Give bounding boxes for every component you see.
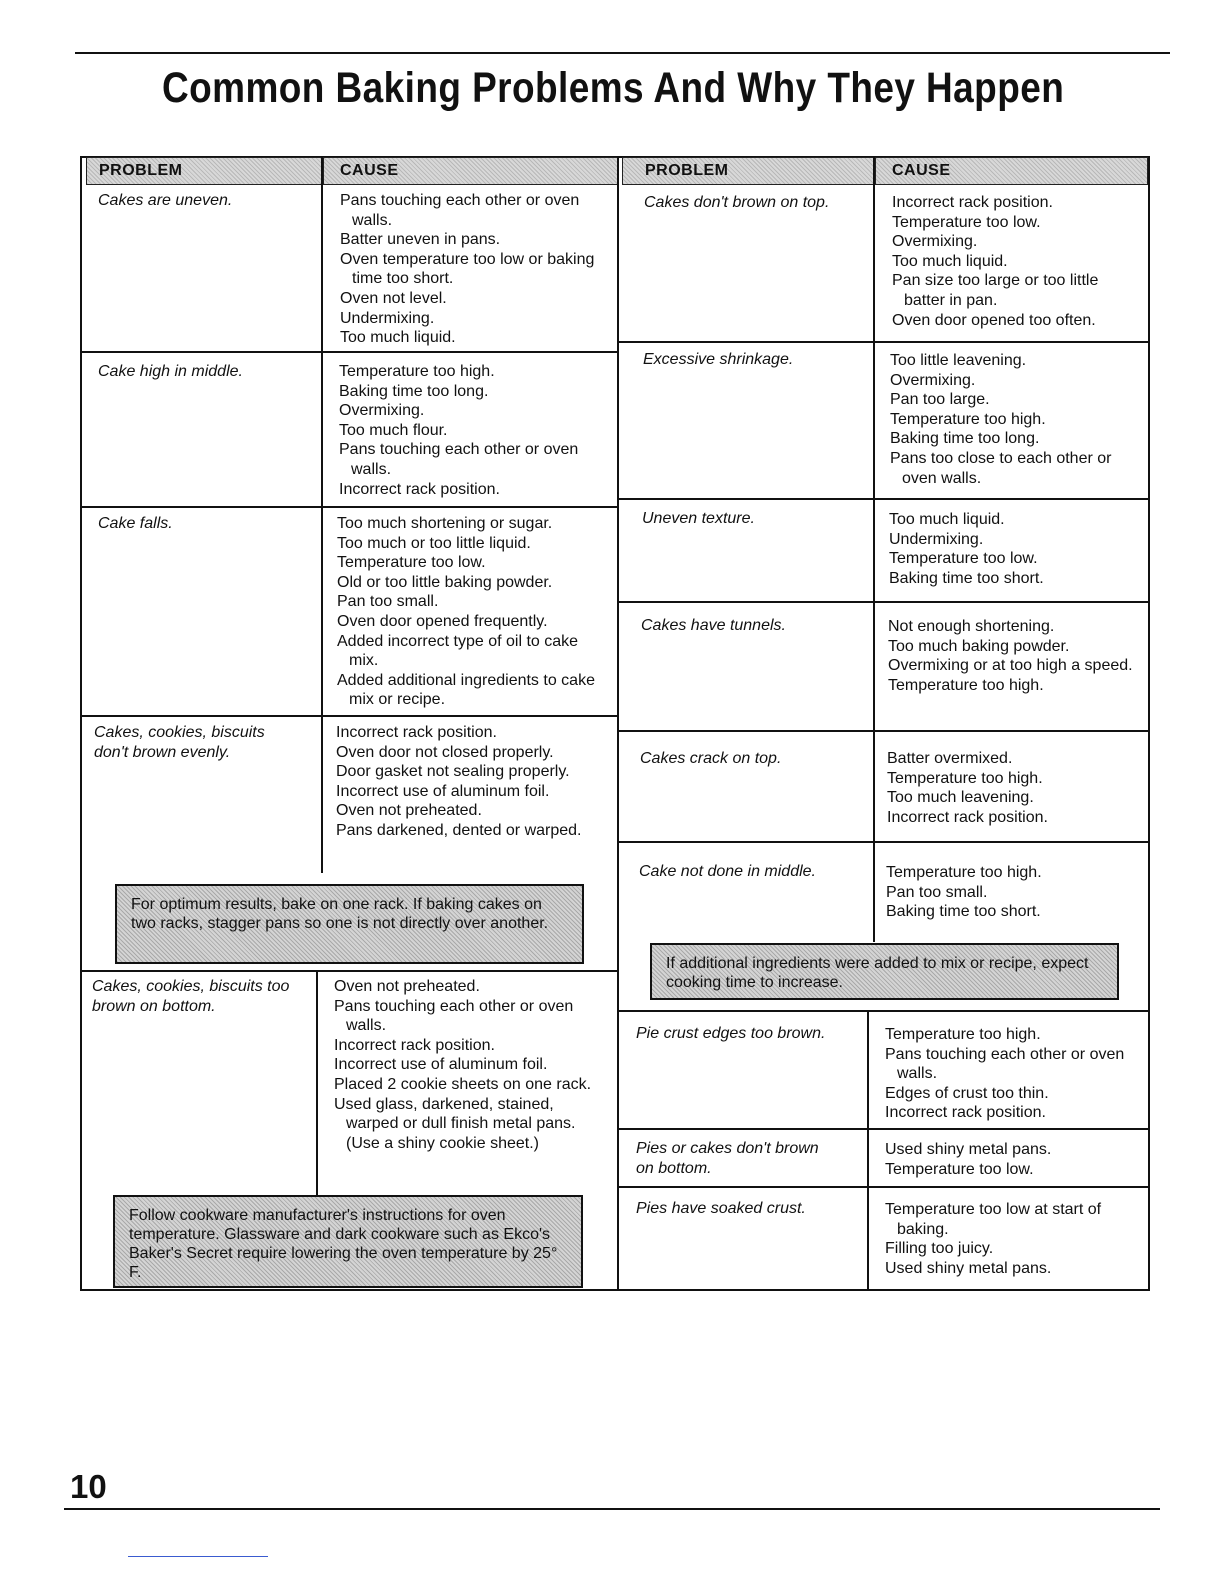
cause-cell	[889, 510, 1141, 588]
problem-text: Pie crust edges too brown.	[636, 1025, 826, 1042]
right-column-divider-lower	[867, 1012, 869, 1290]
cause-item: Oven door opened too often.	[892, 311, 1096, 329]
problem-text: on bottom.	[636, 1159, 712, 1177]
problem-cell	[98, 191, 313, 211]
problem-text: Pies have soaked crust.	[636, 1200, 806, 1217]
cause-item: Incorrect rack position.	[336, 724, 497, 741]
cause-item: Batter uneven in pans.	[340, 231, 501, 249]
cause-item: Oven temperature too low or baking time too short.	[340, 250, 595, 288]
cause-item: Overmixing.	[339, 402, 425, 420]
cause-cell	[340, 191, 610, 348]
problem-text: Pies or cakes don't brown	[636, 1140, 819, 1157]
cause-item: Temperature too high.	[885, 1026, 1041, 1043]
row-rule	[619, 341, 1148, 343]
note-optimum-results: For optimum results, bake on one rack. If baking cakes on two racks, stagger pans so one is not directly over another.	[115, 884, 584, 964]
cause-item: Oven door not closed properly.	[336, 743, 554, 761]
cause-cell	[885, 1140, 1137, 1179]
cause-item: Temperature too low.	[337, 554, 486, 572]
cause-item: Added incorrect type of oil to cake mix.	[337, 632, 579, 670]
row-rule	[619, 1128, 1148, 1130]
cause-item: Too much liquid.	[889, 511, 1005, 528]
problem-cell	[98, 362, 313, 382]
cause-item: Overmixing.	[890, 371, 976, 389]
note-additional-ingredients: If additional ingredients were added to mix or recipe, expect cooking time to increase.	[650, 943, 1119, 1000]
cause-cell	[339, 362, 609, 499]
row-rule	[619, 498, 1148, 500]
cause-cell	[337, 514, 609, 710]
cause-cell	[890, 351, 1142, 488]
cause-item: Baking time too short.	[889, 569, 1044, 587]
cause-item: Used shiny metal pans.	[885, 1141, 1052, 1158]
cause-item: Incorrect rack position.	[892, 194, 1053, 211]
top-rule	[75, 52, 1170, 54]
cause-item: Temperature too low.	[889, 550, 1038, 568]
cause-cell	[336, 723, 608, 841]
cause-item: Too much flour.	[339, 421, 448, 439]
problem-cell	[644, 193, 869, 213]
cause-item: Incorrect rack position.	[885, 1104, 1046, 1122]
bottom-rule	[64, 1508, 1160, 1510]
cause-item: Pans touching each other or oven walls.	[885, 1045, 1125, 1083]
problem-cell	[642, 509, 867, 529]
cause-cell	[886, 863, 1138, 922]
row-rule	[619, 1186, 1148, 1188]
row-rule	[82, 970, 617, 972]
cause-item: Pans darkened, dented or warped.	[336, 821, 582, 839]
cause-item: Too much shortening or sugar.	[337, 515, 553, 532]
cause-item: Incorrect use of aluminum foil.	[336, 782, 550, 800]
cause-item: Not enough shortening.	[888, 618, 1055, 635]
problem-cell	[98, 514, 313, 534]
problem-text: Cakes, cookies, biscuits too	[92, 978, 290, 995]
problem-text: Cake high in middle.	[98, 363, 243, 380]
cause-cell	[887, 749, 1139, 827]
problem-cell	[94, 723, 316, 762]
row-rule	[82, 351, 617, 353]
cause-item: Pans touching each other or oven walls.	[340, 192, 580, 229]
cause-item: Pan too large.	[890, 391, 990, 409]
cause-item: Temperature too low.	[892, 213, 1041, 231]
cause-cell	[888, 617, 1140, 695]
cause-item: Pan size too large or too little batter in pan.	[892, 272, 1099, 309]
header-problem-left	[86, 157, 322, 185]
cause-item: Undermixing.	[340, 309, 435, 327]
cause-item: Added additional ingredients to cake mix or recipe.	[337, 671, 595, 709]
cause-item: Door gasket not sealing properly.	[336, 763, 570, 781]
cause-item: Temperature too high.	[890, 410, 1046, 428]
cause-item: Temperature too low at start of baking.	[885, 1201, 1102, 1238]
cause-item: Used glass, darkened, stained, warped or dull finish metal pans. (Use a shiny cookie sheet.)	[334, 1095, 576, 1152]
cause-item: Old or too little baking powder.	[337, 573, 553, 591]
problem-cell	[640, 749, 865, 769]
cause-item: Pans too close to each other or oven walls.	[890, 449, 1112, 487]
problem-text: Cakes are uneven.	[98, 192, 233, 209]
problem-cell	[636, 1024, 864, 1044]
cause-item: Too much baking powder.	[888, 637, 1070, 655]
row-rule	[82, 506, 617, 508]
cause-item: Filling too juicy.	[885, 1240, 994, 1258]
blue-rule	[128, 1556, 268, 1557]
cause-item: Incorrect rack position.	[339, 480, 500, 498]
header-problem-right	[622, 157, 874, 185]
header-cause-label: CAUSE	[340, 162, 399, 179]
problem-cell	[643, 350, 868, 370]
cause-item: Overmixing.	[892, 233, 978, 251]
cause-item: Batter overmixed.	[887, 750, 1013, 767]
problem-cell	[636, 1139, 864, 1178]
problem-text: brown on bottom.	[92, 997, 216, 1015]
problem-text: Uneven texture.	[642, 510, 755, 527]
problem-text: Cakes crack on top.	[640, 750, 782, 767]
problem-cell	[636, 1199, 864, 1219]
header-cause-left	[323, 157, 618, 185]
cause-item: Edges of crust too thin.	[885, 1084, 1049, 1102]
problem-text: Cakes don't brown on top.	[644, 194, 830, 211]
problem-text: Cake not done in middle.	[639, 863, 816, 880]
cause-item: Placed 2 cookie sheets on one rack.	[334, 1075, 592, 1093]
cause-item: Baking time too short.	[886, 903, 1041, 921]
cause-cell	[885, 1025, 1137, 1123]
cause-item: Pans touching each other or oven walls.	[339, 441, 579, 478]
cause-item: Used shiny metal pans.	[885, 1259, 1052, 1277]
cause-item: Temperature too high.	[886, 864, 1042, 881]
left-column-divider	[321, 157, 323, 873]
cause-item: Incorrect use of aluminum foil.	[334, 1056, 548, 1074]
row-rule	[619, 730, 1148, 732]
cause-item: Oven door opened frequently.	[337, 612, 548, 630]
row-rule	[619, 841, 1148, 843]
cause-cell	[885, 1200, 1140, 1278]
cause-item: Temperature too high.	[888, 676, 1044, 694]
header-cause-right	[875, 157, 1148, 185]
note-cookware: Follow cookware manufacturer's instructions for oven temperature. Glassware and dark cookware such as Ekco's Baker's Secret require lowering the oven temperature by 25° F.	[113, 1195, 583, 1288]
cause-item: Pan too small.	[337, 593, 439, 611]
cause-item: Pans touching each other or oven walls.	[334, 997, 574, 1035]
problem-text: Cake falls.	[98, 515, 173, 532]
row-rule	[619, 1010, 1148, 1012]
cause-item: Incorrect rack position.	[887, 808, 1048, 826]
problem-text: Cakes, cookies, biscuits	[94, 724, 265, 741]
cause-item: Overmixing or at too high a speed.	[888, 657, 1133, 675]
center-divider	[617, 157, 619, 1290]
cause-item: Temperature too high.	[887, 769, 1043, 787]
header-problem-label: PROBLEM	[645, 162, 729, 179]
cause-item: Incorrect rack position.	[334, 1036, 495, 1054]
cause-item: Baking time too long.	[890, 430, 1040, 448]
page-number: 10	[70, 1468, 107, 1505]
cause-cell	[334, 977, 606, 1153]
cause-item: Oven not level.	[340, 289, 447, 307]
row-rule	[619, 601, 1148, 603]
cause-item: Too much liquid.	[340, 329, 456, 347]
cause-item: Oven not preheated.	[336, 802, 482, 820]
problem-cell	[639, 862, 867, 882]
problem-text: don't brown evenly.	[94, 743, 231, 761]
left-column-divider-lower	[316, 972, 318, 1196]
cause-item: Too much leavening.	[887, 789, 1034, 807]
cause-item: Too little leavening.	[890, 352, 1027, 369]
header-problem-label: PROBLEM	[99, 162, 183, 179]
cause-item: Pan too small.	[886, 883, 988, 901]
page-title: Common Baking Problems And Why They Happen	[161, 64, 1065, 112]
header-cause-label: CAUSE	[892, 162, 951, 179]
problem-text: Excessive shrinkage.	[643, 351, 794, 368]
cause-item: Undermixing.	[889, 530, 984, 548]
right-column-divider	[873, 157, 875, 942]
row-rule	[82, 715, 617, 717]
cause-item: Temperature too high.	[339, 363, 495, 380]
problem-text: Cakes have tunnels.	[641, 617, 786, 634]
problem-cell	[92, 977, 316, 1016]
cause-cell	[892, 193, 1142, 330]
problem-cell	[641, 616, 866, 636]
cause-item: Temperature too low.	[885, 1160, 1034, 1178]
cause-item: Too much or too little liquid.	[337, 534, 531, 552]
cause-item: Oven not preheated.	[334, 978, 480, 995]
cause-item: Baking time too long.	[339, 382, 489, 400]
cause-item: Too much liquid.	[892, 252, 1008, 270]
